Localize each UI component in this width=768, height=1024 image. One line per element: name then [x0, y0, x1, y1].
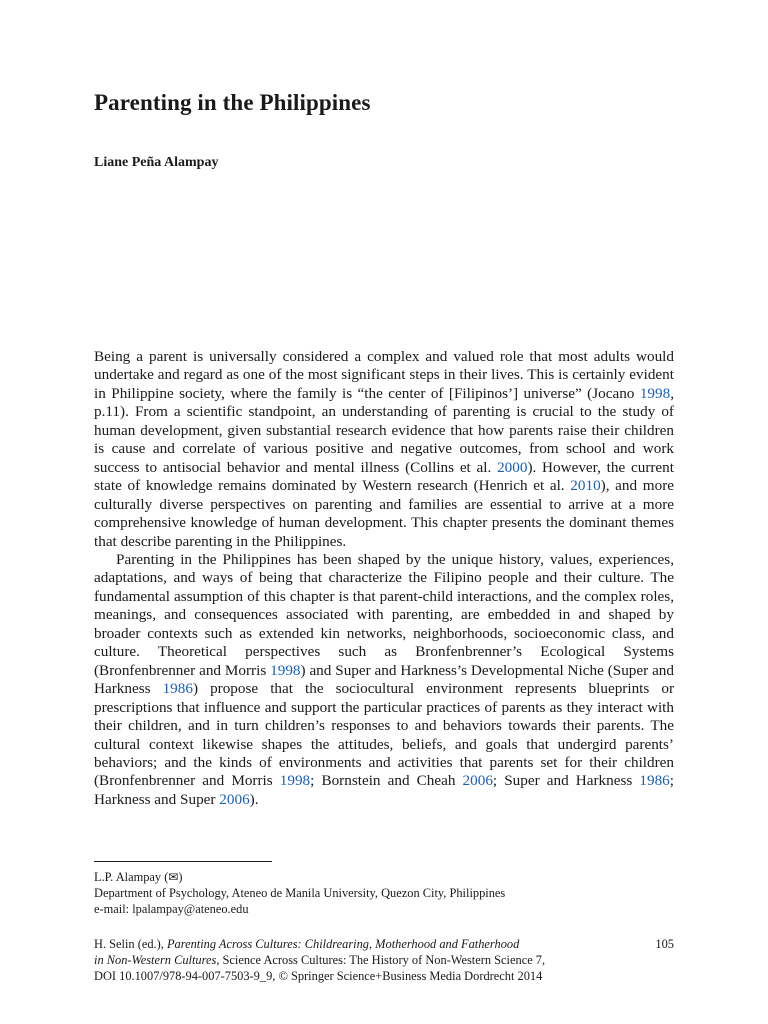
paragraph-text: ; Bornstein and Cheah: [310, 772, 463, 790]
citation-year-link[interactable]: 1998: [639, 384, 671, 402]
pubinfo-editor-and-title: [94, 936, 519, 952]
citation-year-link[interactable]: 1998: [270, 661, 301, 679]
citation-year-link[interactable]: 1998: [279, 772, 311, 790]
citation-year-link[interactable]: 2006: [219, 790, 250, 808]
paragraph-text: Parenting in the Philippines has been shaped by the unique history, values, experiences, adaptations, and ways of being that characterize the Filipino people and their culture. The fundamental assumption of this chapter is that parent-child interactions, and the complex roles, meanings, and consequences associated with parenting, are embedded in and shaped by broader contexts such as extended kin networks, neighborhoods, socioeconomic class, and culture. Theoretical perspectives such as Bronfenbrenner’s Ecological Systems (Bronfenbrenner and Morris: [94, 550, 674, 679]
paragraph-text: , p.11). From a scientific standpoint, an understanding of parenting is crucial to the study of human development, given substantial research evidence that how parents raise their children is cause and correlate of various positive and negative outcomes, from school and work success to antisocial behavior and mental illness (Collins et al.: [94, 384, 674, 476]
paragraph-text: ). However, the current state of knowledge remains dominated by Western research (Henrich et al.: [94, 458, 674, 495]
pubinfo-series: , Science Across Cultures: The History of Non-Western Science 7,: [216, 953, 546, 967]
pubinfo-line-2: [94, 952, 674, 968]
paragraph-text: Being a parent is universally considered a complex and valued role that most adults would undertake and regard as one of the most significant steps in their lives. This is certainly evident in Philippine society, where the family is “the center of [Filipinos’] universe” (Jocano: [94, 348, 674, 402]
chapter-body: [94, 348, 674, 809]
citation-year-link[interactable]: 1986: [162, 680, 193, 698]
chapter-author: Liane Peña Alampay: [94, 155, 219, 170]
paragraph-text: ; Harkness and Super: [94, 772, 674, 808]
citation-year-link[interactable]: 2010: [570, 477, 601, 495]
citation-year-link[interactable]: 2006: [462, 772, 493, 790]
pubinfo-editor: H. Selin (ed.),: [94, 937, 167, 951]
page-number: 105: [655, 937, 674, 951]
footnote-author-line: [94, 869, 674, 885]
footnote-author-close: ): [178, 870, 183, 884]
paragraph-text: ), and more culturally diverse perspectives on parenting and families are essential to arrive at a more comprehensive knowledge of human development. This chapter presents the dominant themes that describe parenting in the Philippines.: [94, 477, 674, 550]
paragraph-text: ) and Super and Harkness’s Developmental Niche (Super and Harkness: [94, 661, 674, 698]
pubinfo-doi: DOI 10.1007/978-94-007-7503-9_9, © Springer Science+Business Media Dordrecht 2014: [94, 969, 543, 983]
footnote-author-name: L.P. Alampay (: [94, 870, 169, 884]
body-paragraph-1: [94, 348, 674, 551]
author-footnote: [94, 869, 674, 917]
citation-year-link[interactable]: 1986: [639, 772, 670, 790]
pubinfo-line-1: [94, 936, 674, 952]
paragraph-text: ).: [249, 790, 259, 808]
publication-info: [94, 936, 674, 984]
chapter-title: Parenting in the Philippines: [94, 90, 371, 115]
body-paragraph-2: [94, 551, 674, 809]
footnote-department: Department of Psychology, Ateneo de Manila University, Quezon City, Philippines: [94, 886, 506, 900]
pubinfo-book-title-2: in Non-Western Cultures: [94, 953, 217, 967]
paragraph-text: ; Super and Harkness: [492, 772, 640, 790]
pubinfo-book-title-1: Parenting Across Cultures: Childrearing, Motherhood and Fatherhood: [166, 937, 520, 951]
footnote-email[interactable]: e-mail: lpalampay@ateneo.edu: [94, 902, 249, 916]
footnote-divider: [94, 861, 272, 862]
envelope-icon[interactable]: ✉: [168, 870, 179, 884]
paragraph-text: ) propose that the sociocultural environment represents blueprints or prescriptions that influence and support the particular practices of parents as they interact with their children, and in turn children’s responses to and behaviors towards their parents. The cultural context likewise shapes the attitudes, beliefs, and goals that undergird parents’ behaviors; and the kinds of environments and activities that parents set for their children (Bronfenbrenner and Morris: [94, 680, 675, 790]
citation-year-link[interactable]: 2000: [497, 458, 528, 476]
